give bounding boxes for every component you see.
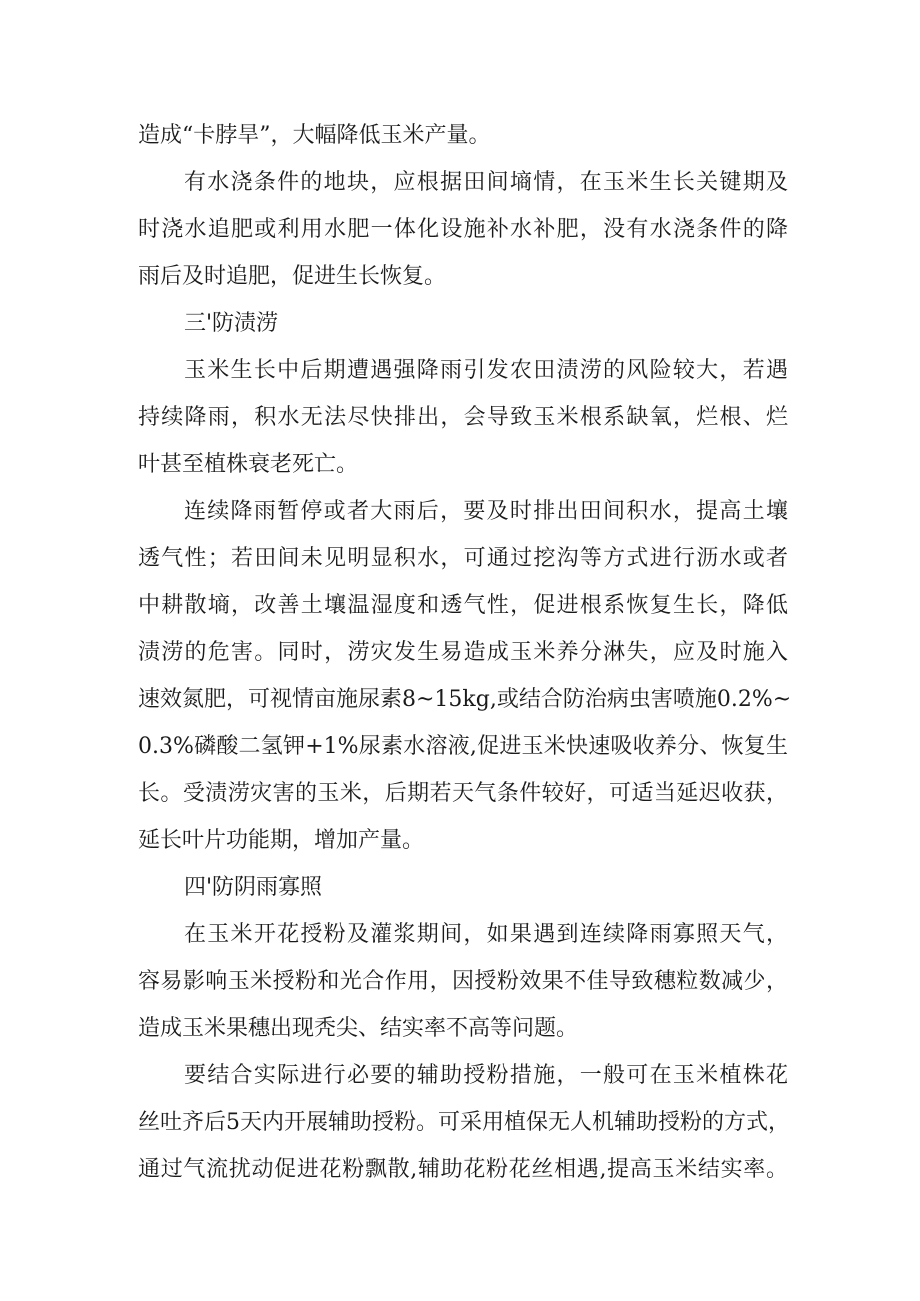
paragraph-line: 持续降雨，积水无法尽快排出，会导致玉米根系缺氧，烂根、烂 — [138, 405, 788, 430]
paragraph-line: 在玉米开花授粉及灌浆期间，如果遇到连续降雨寡照天气， — [184, 922, 788, 947]
paragraph-line: 有水浇条件的地块，应根据田间墒情，在玉米生长关键期及 — [184, 170, 788, 195]
paragraph-line: 造成“卡脖旱”，大幅降低玉米产量。 — [138, 123, 491, 148]
paragraph-line: 雨后及时追肥，促进生长恢复。 — [138, 264, 447, 289]
paragraph-line: 渍涝的危害。同时，涝灾发生易造成玉米养分淋失，应及时施入 — [138, 640, 788, 665]
paragraph-line: 要结合实际进行必要的辅助授粉措施，一般可在玉米植株花 — [184, 1063, 788, 1088]
paragraph-line: 丝吐齐后5天内开展辅助授粉。可采用植保无人机辅助授粉的方式， — [138, 1110, 790, 1135]
paragraph-line: 延长叶片功能期，增加产量。 — [138, 828, 425, 853]
paragraph-line: 通过气流扰动促进花粉飘散,辅助花粉花丝相遇,提高玉米结实率。 — [138, 1157, 788, 1182]
paragraph-line: 中耕散墒，改善土壤温湿度和透气性，促进根系恢复生长，降低 — [138, 593, 788, 618]
section-heading: 三'防渍涝 — [184, 311, 279, 336]
paragraph-line: 透气性；若田间未见明显积水，可通过挖沟等方式进行沥水或者 — [138, 546, 788, 571]
paragraph-line: 时浇水追肥或利用水肥一体化设施补水补肥，没有水浇条件的降 — [138, 217, 788, 242]
section-heading: 四'防阴雨寡照 — [184, 875, 323, 900]
paragraph-line: 叶甚至植株衰老死亡。 — [138, 452, 359, 477]
paragraph-line: 长。受渍涝灾害的玉米，后期若天气条件较好，可适当延迟收获， — [138, 781, 788, 806]
paragraph-line: 玉米生长中后期遭遇强降雨引发农田渍涝的风险较大，若遇 — [184, 358, 788, 383]
paragraph-line: 造成玉米果穗出现秃尖、结实率不高等问题。 — [138, 1016, 579, 1041]
paragraph-line: 0.3%磷酸二氢钾+1%尿素水溶液,促进玉米快速吸收养分、恢复生 — [138, 734, 788, 759]
paragraph-line: 速效氮肥，可视情亩施尿素8~15kg,或结合防治病虫害喷施0.2%~ — [138, 687, 792, 712]
paragraph-line: 容易影响玉米授粉和光合作用，因授粉效果不佳导致穗粒数减少， — [138, 969, 788, 994]
paragraph-line: 连续降雨暂停或者大雨后，要及时排出田间积水，提高土壤 — [184, 499, 788, 524]
